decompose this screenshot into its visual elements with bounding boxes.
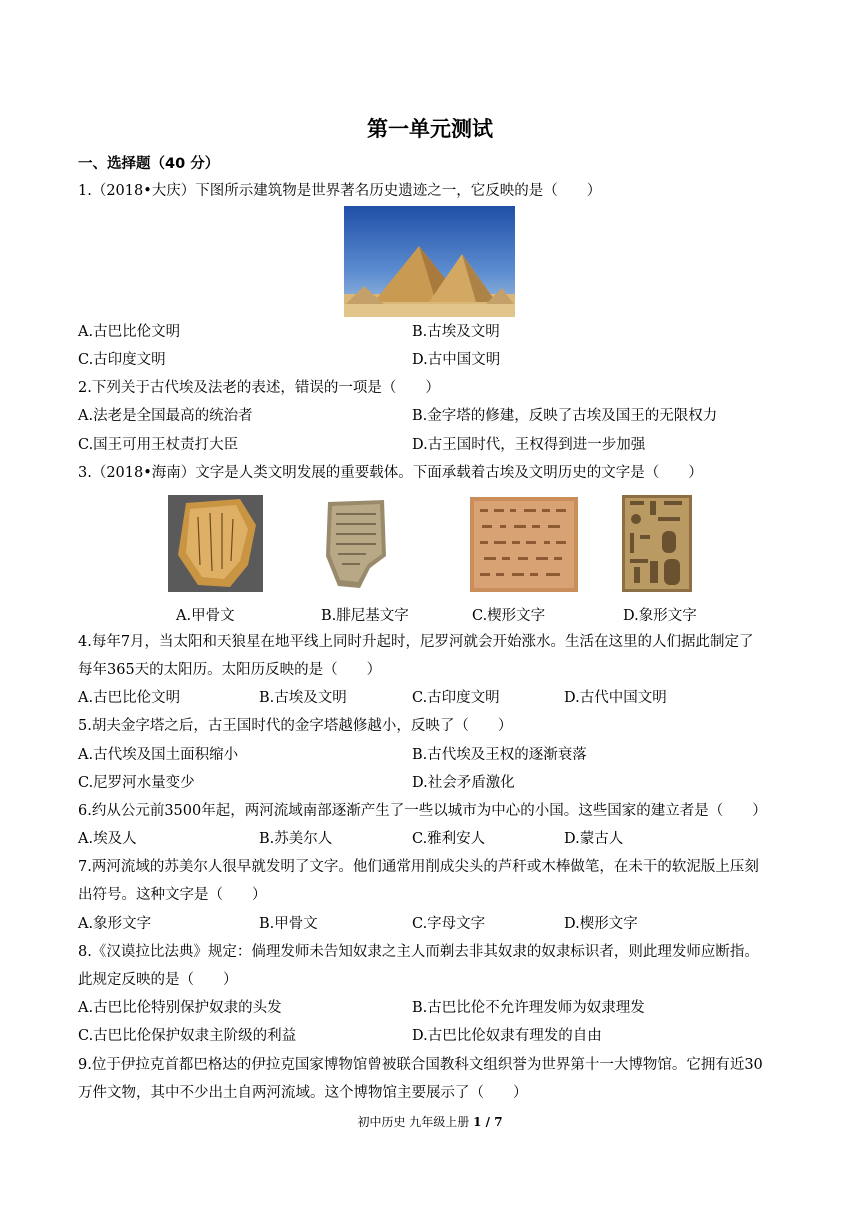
hieroglyph-image [622,495,692,592]
q7-option-d: D.楔形文字 [564,916,638,932]
phoenician-tablet-image [320,496,392,591]
oracle-bone-image [168,495,263,592]
q3-caption-b: B.腓尼基文字 [321,608,409,624]
q3-caption-a: A.甲骨文 [176,608,235,624]
page-number: 1 / 7 [473,1115,503,1129]
q7-option-a: A.象形文字 [78,916,152,932]
question-7-stem-line2: 出符号。这种文字是（ ） [78,887,267,903]
question-4-stem-line2: 每年365天的太阳历。太阳历反映的是（ ） [78,662,382,678]
q1-option-d: D.古中国文明 [412,352,501,368]
pyramids-image [344,206,515,317]
q4-option-b: B.古埃及文明 [259,690,347,706]
question-9-stem-line1: 9.位于伊拉克首都巴格达的伊拉克国家博物馆曾被联合国教科文组织誉为世界第十一大博物馆。它拥有近30 [78,1057,763,1073]
q6-option-d: D.蒙古人 [564,831,624,847]
q8-option-a: A.古巴比伦特别保护奴隶的头发 [78,1000,282,1016]
q2-option-b: B.金字塔的修建，反映了古埃及国王的无限权力 [412,408,718,424]
question-2-stem: 2.下列关于古代埃及法老的表述，错误的一项是（ ） [78,380,440,396]
q6-option-a: A.埃及人 [78,831,137,847]
q8-option-b: B.古巴比伦不允许理发师为奴隶理发 [412,1000,645,1016]
q6-option-c: C.雅利安人 [412,831,486,847]
question-4-stem-line1: 4.每年7月，当太阳和天狼星在地平线上同时升起时，尼罗河就会开始涨水。生活在这里的人们据此制定了 [78,634,754,650]
question-1-stem: 1.（2018•大庆）下图所示建筑物是世界著名历史遗迹之一，它反映的是（ ） [78,183,602,199]
q7-option-b: B.甲骨文 [259,916,318,932]
q5-option-a: A.古代埃及国土面积缩小 [78,747,239,763]
question-8-stem-line1: 8.《汉谟拉比法典》规定：倘理发师未告知奴隶之主人而剃去非其奴隶的奴隶标识者，则此理发师应断指。 [78,944,759,960]
q3-caption-c: C.楔形文字 [472,608,546,624]
question-8-stem-line2: 此规定反映的是（ ） [78,972,238,988]
q2-option-d: D.古王国时代，王权得到进一步加强 [412,437,646,453]
q5-option-d: D.社会矛盾激化 [412,775,515,791]
question-7-stem-line1: 7.两河流域的苏美尔人很早就发明了文字。他们通常用削成尖头的芦秆或木棒做笔，在未干的软泥版上压刻 [78,859,759,875]
q1-option-a: A.古巴比伦文明 [78,324,181,340]
page-title: 第一单元测试 [367,117,493,141]
q5-option-c: C.尼罗河水量变少 [78,775,195,791]
q1-option-b: B.古埃及文明 [412,324,500,340]
q2-option-a: A.法老是全国最高的统治者 [78,408,253,424]
q4-option-c: C.古印度文明 [412,690,500,706]
q7-option-c: C.字母文字 [412,916,486,932]
q8-option-c: C.古巴比伦保护奴隶主阶级的利益 [78,1028,297,1044]
q4-option-a: A.古巴比伦文明 [78,690,181,706]
question-5-stem: 5.胡夫金字塔之后，古王国时代的金字塔越修越小，反映了（ ） [78,718,513,734]
q8-option-d: D.古巴比伦奴隶有理发的自由 [412,1028,602,1044]
footer-text: 初中历史 九年级上册 [357,1115,470,1129]
section-heading: 一、选择题（40 分） [78,156,220,172]
question-6-stem: 6.约从公元前3500年起，两河流域南部逐渐产生了一些以城市为中心的小国。这些国家的建立者是（ ） [78,803,767,819]
q1-option-c: C.古印度文明 [78,352,166,368]
q6-option-b: B.苏美尔人 [259,831,333,847]
q2-option-c: C.国王可用王杖责打大臣 [78,437,239,453]
question-3-stem: 3.（2018•海南）文字是人类文明发展的重要载体。下面承载着古埃及文明历史的文字是（ ） [78,465,703,481]
q4-option-d: D.古代中国文明 [564,690,667,706]
page-footer [0,1113,860,1130]
q3-caption-d: D.象形文字 [623,608,697,624]
cuneiform-tablet-image [470,497,578,592]
q5-option-b: B.古代埃及王权的逐渐衰落 [412,747,587,763]
question-9-stem-line2: 万件文物，其中不少出土自两河流域。这个博物馆主要展示了（ ） [78,1085,528,1101]
